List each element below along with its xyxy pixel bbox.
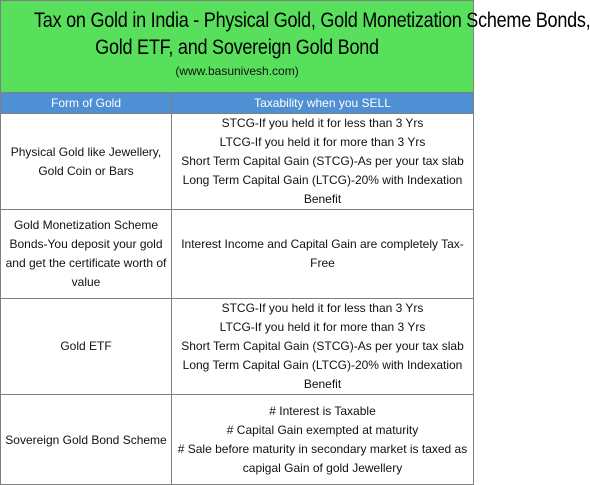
table-row	[1, 210, 473, 299]
page-title-line-2: Gold ETF, and Sovereign Gold Bond	[95, 36, 379, 59]
gold-tax-table	[1, 93, 473, 485]
page-title-line-1: Tax on Gold in India - Physical Gold, Gold Monetization Scheme Bonds,	[34, 9, 590, 32]
table-row	[1, 114, 473, 210]
header-form-of-gold: Form of Gold	[1, 93, 172, 114]
form-cell-gold-monetization	[1, 210, 172, 299]
taxability-text-line: Benefit	[303, 192, 342, 206]
header-taxability: Taxability when you SELL	[172, 93, 474, 114]
table-header-row	[1, 93, 473, 114]
taxability-text-line: Long Term Capital Gain (LTCG)-20% with Indexation	[182, 173, 463, 187]
form-cell-sovereign-gold-bond	[1, 395, 172, 485]
taxability-cell-sovereign-gold-bond	[172, 395, 474, 485]
taxability-text-line: # Sale before maturity in secondary market is taxed as	[177, 442, 468, 456]
form-text-line: value	[71, 275, 101, 289]
table-row	[1, 299, 473, 395]
taxability-text-line: Free	[310, 256, 335, 270]
table-row	[1, 395, 473, 485]
form-text-line: Gold Coin or Bars	[38, 163, 134, 178]
website-label: (www.basunivesh.com)	[175, 64, 299, 78]
taxability-cell-gold-etf	[172, 299, 474, 395]
form-text-line: Sovereign Gold Bond Scheme	[5, 432, 167, 447]
form-cell-gold-etf	[1, 299, 172, 395]
form-text-line: and get the certificate worth of	[5, 256, 167, 270]
taxability-text-line: Interest Income and Capital Gain are completely Tax-	[181, 237, 464, 251]
taxability-text-line: Long Term Capital Gain (LTCG)-20% with Indexation	[182, 358, 463, 372]
taxability-text-line: # Capital Gain exempted at maturity	[226, 423, 419, 437]
form-text-line: Physical Gold like Jewellery,	[10, 144, 162, 159]
taxability-text-line: STCG-If you held it for less than 3 Yrs	[221, 116, 424, 130]
taxability-text-line: Short Term Capital Gain (STCG)-As per your tax slab	[181, 154, 464, 168]
taxability-text-line: STCG-If you held it for less than 3 Yrs	[221, 301, 424, 315]
taxability-text-line: LTCG-If you held it for more than 3 Yrs	[219, 320, 426, 334]
taxability-cell-gold-monetization	[172, 210, 474, 299]
taxability-cell-physical-gold	[172, 114, 474, 210]
title-banner	[1, 1, 590, 93]
form-text-line: Gold ETF	[60, 339, 112, 353]
taxability-text-line: # Interest is Taxable	[269, 404, 376, 418]
taxability-text-line: Benefit	[303, 377, 342, 391]
form-cell-physical-gold	[1, 114, 172, 210]
taxability-text-line: LTCG-If you held it for more than 3 Yrs	[219, 135, 426, 149]
taxability-text-line: Short Term Capital Gain (STCG)-As per your tax slab	[181, 339, 464, 353]
taxability-text-line: capigal Gain of gold Jewellery	[242, 461, 403, 475]
form-text-line: Bonds-You deposit your gold	[9, 237, 163, 251]
form-text-line: Gold Monetization Scheme	[13, 218, 159, 232]
